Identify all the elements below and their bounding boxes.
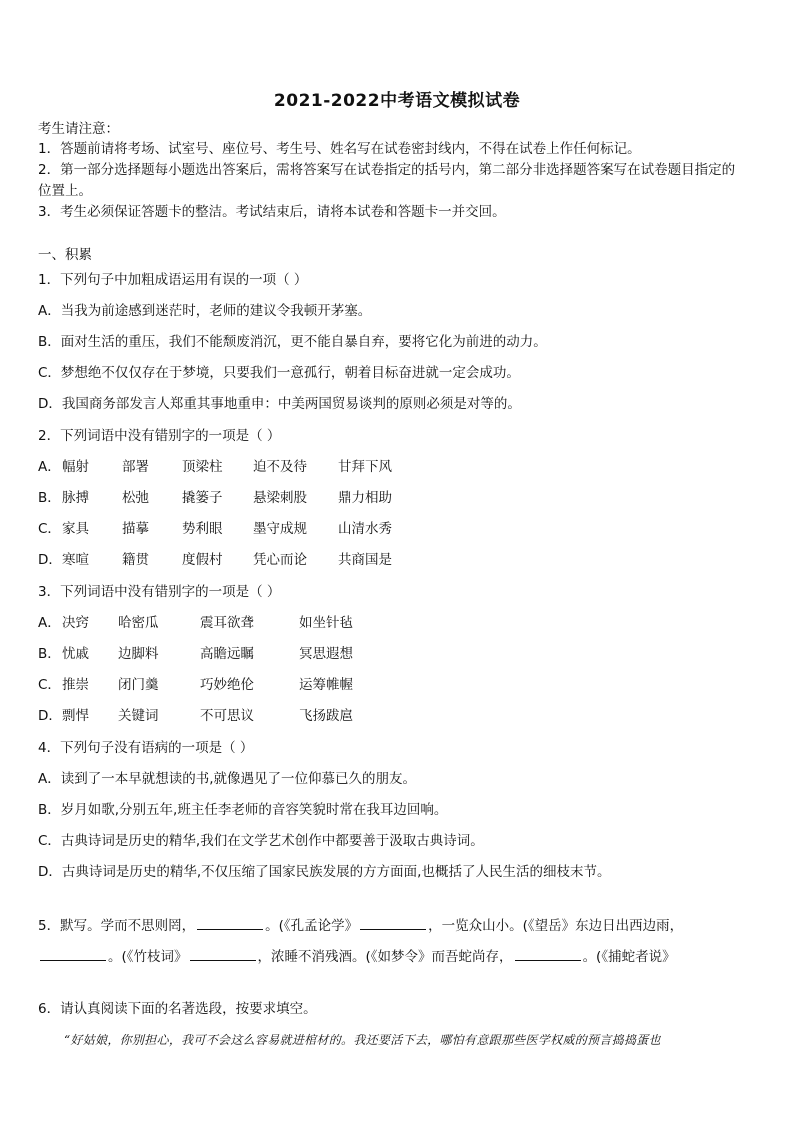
blank-4[interactable]	[190, 947, 256, 961]
q1-option-a: A．当我为前途感到迷茫时，老师的建议令我顿开茅塞。	[38, 303, 372, 319]
q1-option-c: C．梦想绝不仅仅存在于梦境，只要我们一意孤行，朝着目标奋进就一定会成功。	[38, 365, 520, 381]
blank-1[interactable]	[197, 916, 263, 930]
q4-stem: 4．下列句子没有语病的一项是（ ）	[38, 740, 254, 756]
q3-row-b: B．忧戚 边脚料 高瞻远瞩 冥思遐想	[38, 646, 353, 662]
q4-option-d: D．古典诗词是历史的精华,不仅压缩了国家民族发展的方方面面,也概括了人民生活的细枝末节。	[38, 864, 611, 880]
q1-stem: 1．下列句子中加粗成语运用有误的一项（ ）	[38, 272, 308, 288]
q3-stem: 3．下列词语中没有错别字的一项是（ ）	[38, 584, 281, 600]
notice-line-1: 1．答题前请将考场、试室号、座位号、考生号、姓名写在试卷密封线内，不得在试卷上作任何标记。	[38, 141, 641, 157]
q1-option-d: D．我国商务部发言人郑重其事地重申：中美两国贸易谈判的原则必须是对等的。	[38, 396, 521, 412]
q3-row-a: A．决窍 哈密瓜 震耳欲聋 如坐针毡	[38, 615, 353, 631]
q2-row-b: B．脉搏 松弛 撬篓子 悬梁刺股 鼎力相助	[38, 490, 392, 506]
q2-row-c: C．家具 描摹 势利眼 墨守成规 山清水秀	[38, 521, 392, 537]
blank-2[interactable]	[360, 916, 426, 930]
notice-line-4: 3．考生必须保证答题卡的整洁。考试结束后，请将本试卷和答题卡一并交回。	[38, 204, 506, 220]
page-title: 2021-2022中考语文模拟试卷	[273, 91, 521, 111]
q4-option-b: B．岁月如歌,分别五年,班主任李老师的音容笑貌时常在我耳边回响。	[38, 802, 448, 818]
q2-row-a: A．幅射 部署 顶梁柱 迫不及待 甘拜下风	[38, 459, 392, 475]
q5-line-2: 。(《竹枝词》 ，浓睡不消残酒。(《如梦令》而吾蛇尚存， 。(《捕蛇者说》	[38, 947, 676, 966]
blank-5[interactable]	[515, 947, 581, 961]
q4-option-a: A．读到了一本早就想读的书,就像遇见了一位仰慕已久的朋友。	[38, 771, 417, 787]
q2-stem: 2．下列词语中没有错别字的一项是（ ）	[38, 428, 281, 444]
q3-row-d: D．剽悍 关键词 不可思议 飞扬跋扈	[38, 708, 353, 724]
q3-row-c: C．推崇 闭门羹 巧妙绝伦 运筹帷幄	[38, 677, 353, 693]
q2-row-d: D．寒喧 籍贯 度假村 凭心而论 共商国是	[38, 552, 392, 568]
q4-option-c: C．古典诗词是历史的精华,我们在文学艺术创作中都要善于汲取古典诗词。	[38, 833, 484, 849]
notice-line-3: 位置上。	[38, 183, 92, 199]
notice-line-2: 2．第一部分选择题每小题选出答案后，需将答案写在试卷指定的括号内，第二部分非选择题答案写在试卷题目指定的	[38, 162, 736, 178]
notice-heading: 考生请注意：	[38, 121, 119, 137]
q6-stem: 6．请认真阅读下面的名著选段，按要求填空。	[38, 1001, 317, 1017]
q1-option-b: B．面对生活的重压，我们不能颓废消沉，更不能自暴自弃，要将它化为前进的动力。	[38, 334, 547, 350]
q5-line-1: 5．默写。学而不思则罔， 。(《孔孟论学》 ，一览众山小。(《望岳》东边日出西边雨，	[38, 918, 684, 934]
section-heading: 一、积累	[38, 247, 92, 263]
q6-excerpt: “好姑娘，你别担心，我可不会这么容易就进棺材的。我还要活下去，哪怕有意跟那些医学权威的预言捣捣蛋也	[64, 1033, 661, 1047]
blank-3[interactable]	[40, 947, 106, 961]
